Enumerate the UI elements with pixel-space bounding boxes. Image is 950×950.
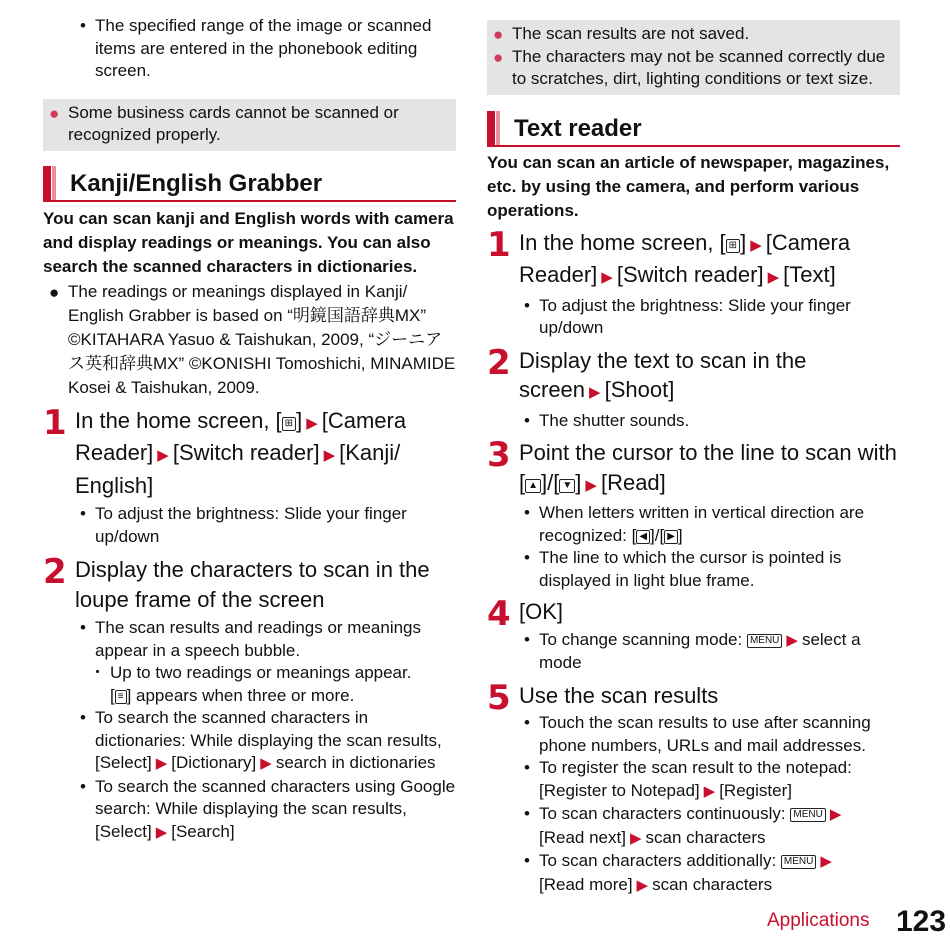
step-bullet: • To register the scan result to the notepad: [Register to Notepad] ▶ [Register] [487,757,900,803]
step-bullet: • To scan characters continuously: MENU ▶ [Read next] ▶ scan characters [487,803,900,850]
arrow-icon: ▶ [260,755,272,772]
arrow-icon: ▶ [767,269,780,286]
section-title: Kanji/English Grabber [70,169,323,197]
menu-key-icon: MENU [781,855,816,869]
menu-key-icon: MENU [747,634,782,648]
arrow-icon: ▶ [750,236,762,254]
arrow-icon: ▶ [585,476,597,494]
note-item [43,102,456,147]
list-icon: ≡ [115,690,127,704]
menu-grid-icon: ⊞ [282,417,296,431]
step-2: 2 Display the text to scan in the screen ▶ [Shoot] [487,342,807,402]
arrow-icon: ▶ [636,876,649,894]
step-number: 3 [487,435,511,475]
right-column [487,0,900,897]
step-number: 4 [487,594,511,634]
up-key-icon: ▲ [525,479,541,493]
step-1: 1 In the home screen, [ ⊞ ] ▶ [Camera Reader] ▶ [Switch reader] ▶ [Kanji/ English] [43,402,407,498]
step-bullet: • To adjust the brightness: Slide your finger up/down [487,295,900,340]
step-bullet: • The shutter sounds. [487,410,900,433]
menu-grid-icon: ⊞ [726,239,740,253]
page-number: 123 [896,905,947,938]
dot-icon: ● [493,47,504,67]
step-3: 3 Point the cursor to the line to scan with [ ▲ ]/[ ▼ ] ▶ [Read] [487,435,897,495]
step-bullet: • To search the scanned characters using Google search: While displaying the scan results, [Select] ▶ [Search] [43,776,456,845]
arrow-icon: ▶ [786,631,798,649]
license-text: The readings or meanings displayed in Kanji/ English Grabber is based on “明鏡国語辞典MX” ©KITAHARA Yasuo & Taishukan, 2009, “ジーニアス英和辞典MX” ©KONISHI Tomoshichi, MINAMIDE Kosei & Taishukan, 2009. [68,281,456,397]
step-number: 1 [487,224,511,265]
arrow-icon: ▶ [629,829,642,847]
step-bullet: • The line to which the cursor is pointed is displayed in light blue frame. [487,547,900,592]
section-title: Text reader [514,114,642,142]
down-key-icon: ▼ [559,479,575,493]
top-bullet: • The specified range of the image or scanned items are entered in the phonebook editing screen. [43,15,456,83]
dot-icon: ● [493,25,504,44]
sub-bullet: ・ Up to two readings or meanings appear. [ ≡ ] appears when three or more. [43,662,456,707]
step-bullet: • To search the scanned characters in dictionaries: While displaying the scan results, [Select] ▶ [Dictionary] ▶ search in dictionaries [43,707,456,776]
arrow-icon: ▶ [703,782,716,800]
arrow-icon: ▶ [155,823,168,841]
intro-text: You can scan kanji and English words with camera and display readings or meanings. You can also search the scanned characters in dictionaries. [43,208,454,276]
step-bullet: • To change scanning mode: MENU ▶ select a mode [487,629,900,675]
step-number: 1 [43,402,67,443]
arrow-icon: ▶ [323,447,336,464]
step-bullet: • To scan characters additionally: MENU ▶ [Read more] ▶ scan characters [487,850,900,897]
section-header [487,111,900,147]
note-box [43,99,456,151]
dot-icon: ● [49,103,60,123]
intro-text: You can scan an article of newspaper, magazines, etc. by using the camera, and perform various operations. [487,152,890,220]
step-1: 1 In the home screen, [ ⊞ ] ▶ [Camera Reader] ▶ [Switch reader] ▶ [Text] [487,224,851,287]
left-key-icon: ◀ [636,530,650,544]
arrow-icon: ▶ [589,384,601,401]
step-5: 5 Use the scan results [487,677,719,718]
step-bullet: • Touch the scan results to use after scanning phone numbers, URLs and mail addresses. [487,712,900,757]
step-number: 5 [487,677,511,718]
arrow-icon: ▶ [155,755,168,772]
left-column [43,0,456,844]
step-number: 2 [487,342,511,383]
arrow-icon: ▶ [820,853,832,870]
step-number: 2 [43,552,67,592]
arrow-icon: ▶ [157,447,169,464]
note-item: ● The scan results are not saved. [487,23,900,46]
step-2: 2 Display the characters to scan in the loupe frame of the screen [43,552,430,612]
right-key-icon: ▶ [664,530,678,544]
arrow-icon: ▶ [306,414,318,432]
menu-key-icon: MENU [790,808,825,822]
note-text: Some business cards cannot be scanned or recognized properly. [68,102,399,144]
footer-section: Applications [767,910,870,931]
license-note [43,280,456,400]
section-header [43,166,456,202]
arrow-icon: ▶ [601,269,613,286]
note-item: ● The characters may not be scanned correctly due to scratches, dirt, lighting conditions or text size. [493,46,886,88]
note-box [487,20,900,95]
step-4: 4 [OK] [487,594,564,634]
step-bullet: • To adjust the brightness: Slide your finger up/down [43,503,456,548]
arrow-icon: ▶ [829,806,842,823]
dot-icon: ● [49,282,60,302]
step-bullet: • When letters written in vertical direction are recognized: [ ◀ ]/[ ▶ ] [487,502,900,547]
step-bullet: • The scan results and readings or meanings appear in a speech bubble. [43,617,456,662]
